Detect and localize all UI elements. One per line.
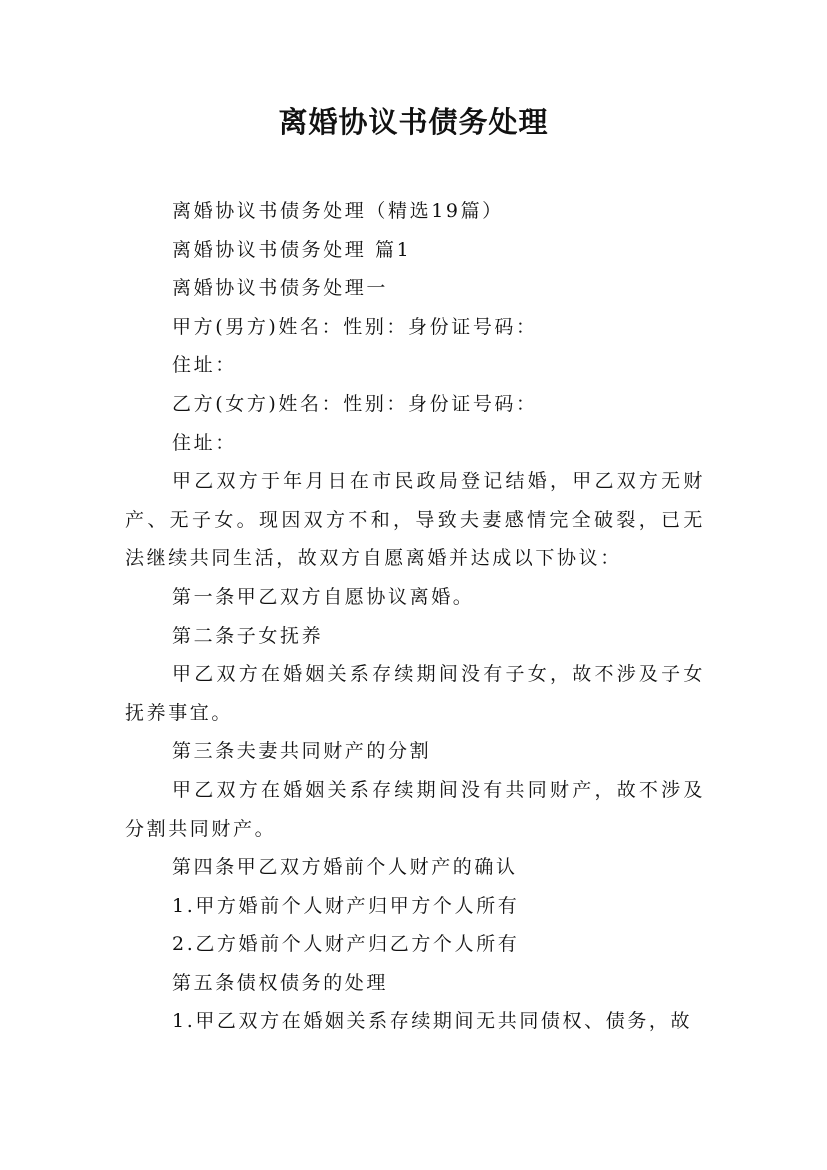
paragraph: 离婚协议书债务处理一	[172, 277, 389, 300]
paragraph: 1.甲乙双方在婚姻关系存续期间无共同债权、债务，故	[172, 1010, 693, 1033]
paragraph: 第五条债权债务的处理	[172, 971, 389, 994]
paragraph: 住址：	[172, 354, 237, 377]
document-title: 离婚协议书债务处理	[278, 105, 549, 139]
paragraph: 第二条子女抚养	[172, 624, 324, 647]
paragraph: 住址：	[172, 431, 237, 454]
paragraph: 离婚协议书债务处理 篇1	[172, 238, 412, 261]
paragraph: 第三条夫妻共同财产的分割	[172, 740, 432, 763]
paragraph: 第四条甲乙双方婚前个人财产的确认	[172, 856, 518, 879]
paragraph: 2.乙方婚前个人财产归乙方个人所有	[172, 933, 520, 956]
paragraph: 甲乙双方在婚姻关系存续期间没有共同财产，故不涉及分割共同财产。	[125, 778, 705, 840]
paragraph: 甲乙双方在婚姻关系存续期间没有子女，故不涉及子女抚养事宜。	[125, 663, 705, 724]
paragraph: 甲方(男方)姓名：性别：身份证号码：	[172, 315, 538, 338]
paragraph: 甲乙双方于年月日在市民政局登记结婚，甲乙双方无财产、无子女。现因双方不和，导致夫妻感情完全破裂，已无法继续共同生活，故双方自愿离婚并达成以下协议：	[125, 470, 705, 570]
paragraph: 第一条甲乙双方自愿协议离婚。	[172, 585, 475, 608]
document-body	[125, 192, 705, 1041]
paragraph: 乙方(女方)姓名：性别：身份证号码：	[172, 392, 538, 415]
paragraph: 1.甲方婚前个人财产归甲方个人所有	[172, 894, 520, 917]
paragraph: 离婚协议书债务处理（精选19篇）	[172, 200, 504, 222]
